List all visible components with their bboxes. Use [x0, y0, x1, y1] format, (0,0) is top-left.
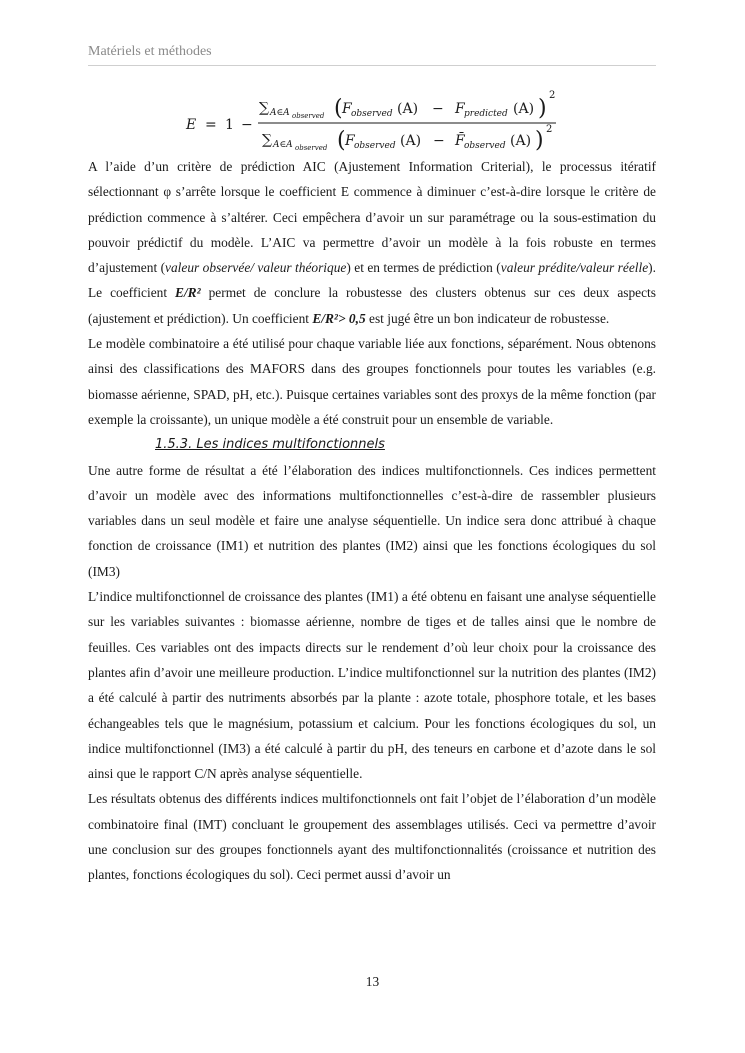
- den-term1-sub: observed: [354, 141, 396, 151]
- section-heading: 1.5.3. Les indices multifonctionnels: [155, 437, 385, 453]
- paragraph-multifunctional-intro: Une autre forme de résultat a été l’élaboration des indices multifonctionnels. Ces indices permettent d’avoir un modèle avec des informations multifonctionnelles c’est-à-dire de rassembler plusieurs variables dans un seul modèle et faire une analyse séquentielle. Un indice sera donc attribué à chaque fonction de croissance (IM1) et nutrition des plantes (IM2) ainsi que les fonctions écologiques du sol (IM3): [88, 462, 656, 579]
- num-arg2: (A): [513, 101, 535, 117]
- num-arg1: (A): [397, 101, 419, 117]
- running-header: Matériels et méthodes: [88, 44, 212, 59]
- num-exponent: 2: [549, 90, 556, 101]
- p1-text-4: permet de conclure la robustesse des clusters obtenus sur ces deux aspects (ajustement et prédiction). Un coefficient: [88, 285, 656, 326]
- p1-bold-1: E/R²: [175, 285, 201, 301]
- p1-italic-1: valeur observée/ valeur théorique: [165, 260, 347, 276]
- den-open-paren: (: [337, 128, 346, 153]
- eq-equals: =: [205, 117, 217, 133]
- den-term1: F: [345, 133, 355, 149]
- den-index-sub: observed: [295, 144, 328, 152]
- den-close-paren: ): [535, 128, 544, 153]
- num-index: A∈A: [270, 108, 290, 118]
- den-index: A∈A: [273, 140, 293, 150]
- den-sum: ∑: [262, 132, 272, 148]
- den-arg2: (A): [510, 133, 532, 149]
- num-sum: ∑: [259, 100, 269, 116]
- equation-e: [0, 86, 745, 156]
- num-term2: F: [455, 101, 465, 117]
- den-term2-sub: observed: [464, 141, 506, 151]
- p1-italic-2: valeur prédite/valeur réelle: [500, 260, 649, 276]
- paragraph-aic: [88, 154, 656, 331]
- den-exponent: 2: [546, 124, 553, 135]
- den-arg1: (A): [400, 133, 422, 149]
- p1-text-2: ) et en termes de prédiction (: [346, 260, 501, 276]
- eq-one: 1: [225, 117, 234, 133]
- paragraph-combinatory-model: Le modèle combinatoire a été utilisé pour chaque variable liée aux fonctions, séparément. Nous obtenons ainsi des classifications des MAFORS dans des groupes fonctionnels pour toutes les variables (e.g. biomasse aérienne, SPAD, pH, etc.). Puisque certaines variables sont des proxys de la même fonction (par exemple la croissante), un unique modèle a été construit pour un ensemble de variable.: [88, 336, 656, 427]
- paragraph-indices-detail: L’indice multifonctionnel de croissance des plantes (IM1) a été obtenu en faisant une analyse séquentielle sur les variables suivantes : biomasse aérienne, nombre de tiges et de talles ainsi que le nombre de feuilles. Ces variables ont des impacts directs sur le rendement d’où leur choix pour la croissance des plantes afin d’avoir une meilleure production. L’indice multifonctionnel sur la nutrition des plantes (IM2) a été calculé à partir des nutriments absorbés par la plante : azote totale, phosphore totale, et les bases échangeables tels que le magnésium, potassium et calcium. Pour les fonctions écologiques du sol, un indice multifonctionnel (IM3) a été calculé à partir du pH, des teneurs en carbone et d’azote dans le sol ainsi que le rapport C/N après analyse séquentielle.: [88, 589, 656, 782]
- p1-bold-2: E/R²> 0,5: [312, 310, 366, 326]
- p1-text-3: ). Le coefficient: [88, 260, 656, 301]
- eq-minus: −: [241, 117, 253, 133]
- num-open-paren: (: [334, 96, 343, 121]
- num-term1-sub: observed: [351, 109, 393, 119]
- num-term2-sub: predicted: [464, 109, 508, 119]
- num-term1: F: [342, 101, 352, 117]
- header-divider: [88, 65, 656, 66]
- num-close-paren: ): [538, 96, 547, 121]
- p1-text-1: A l’aide d’un critère de prédiction AIC (Ajustement Information Criterial), le processus itératif sélectionnant φ s’arrête lorsque le coefficient E commence à diminuer c’est-à-dire lorsque le critère de prédiction commence à s’altérer. Ceci empêchera d’avoir un sur paramétrage ou la sous-estimation du pouvoir prédictif du modèle. L’AIC va permettre d’avoir un modèle à la fois robuste en termes d’ajustement (: [88, 159, 656, 276]
- page-number: 13: [365, 974, 380, 989]
- body-text: [88, 154, 656, 888]
- eq-lhs: E: [186, 117, 197, 133]
- den-term2: F̄: [455, 133, 465, 149]
- p1-text-5: est jugé être un bon indicateur de robustesse.: [365, 310, 610, 326]
- den-minus: −: [433, 133, 445, 149]
- num-index-sub: observed: [292, 112, 325, 120]
- num-minus: −: [432, 101, 444, 117]
- paragraph-final-model: Les résultats obtenus des différents indices multifonctionnels ont fait l’objet de l’élaboration d’un modèle combinatoire final (IMT) concluant le groupement des assemblages utilisés. Ceci va permettre d’avoir une conclusion sur des groupes fonctionnels ayant des multifonctionnalités (croissance et nutrition des plantes, fonctions écologiques du sol). Ceci permet aussi d’avoir un: [88, 791, 656, 883]
